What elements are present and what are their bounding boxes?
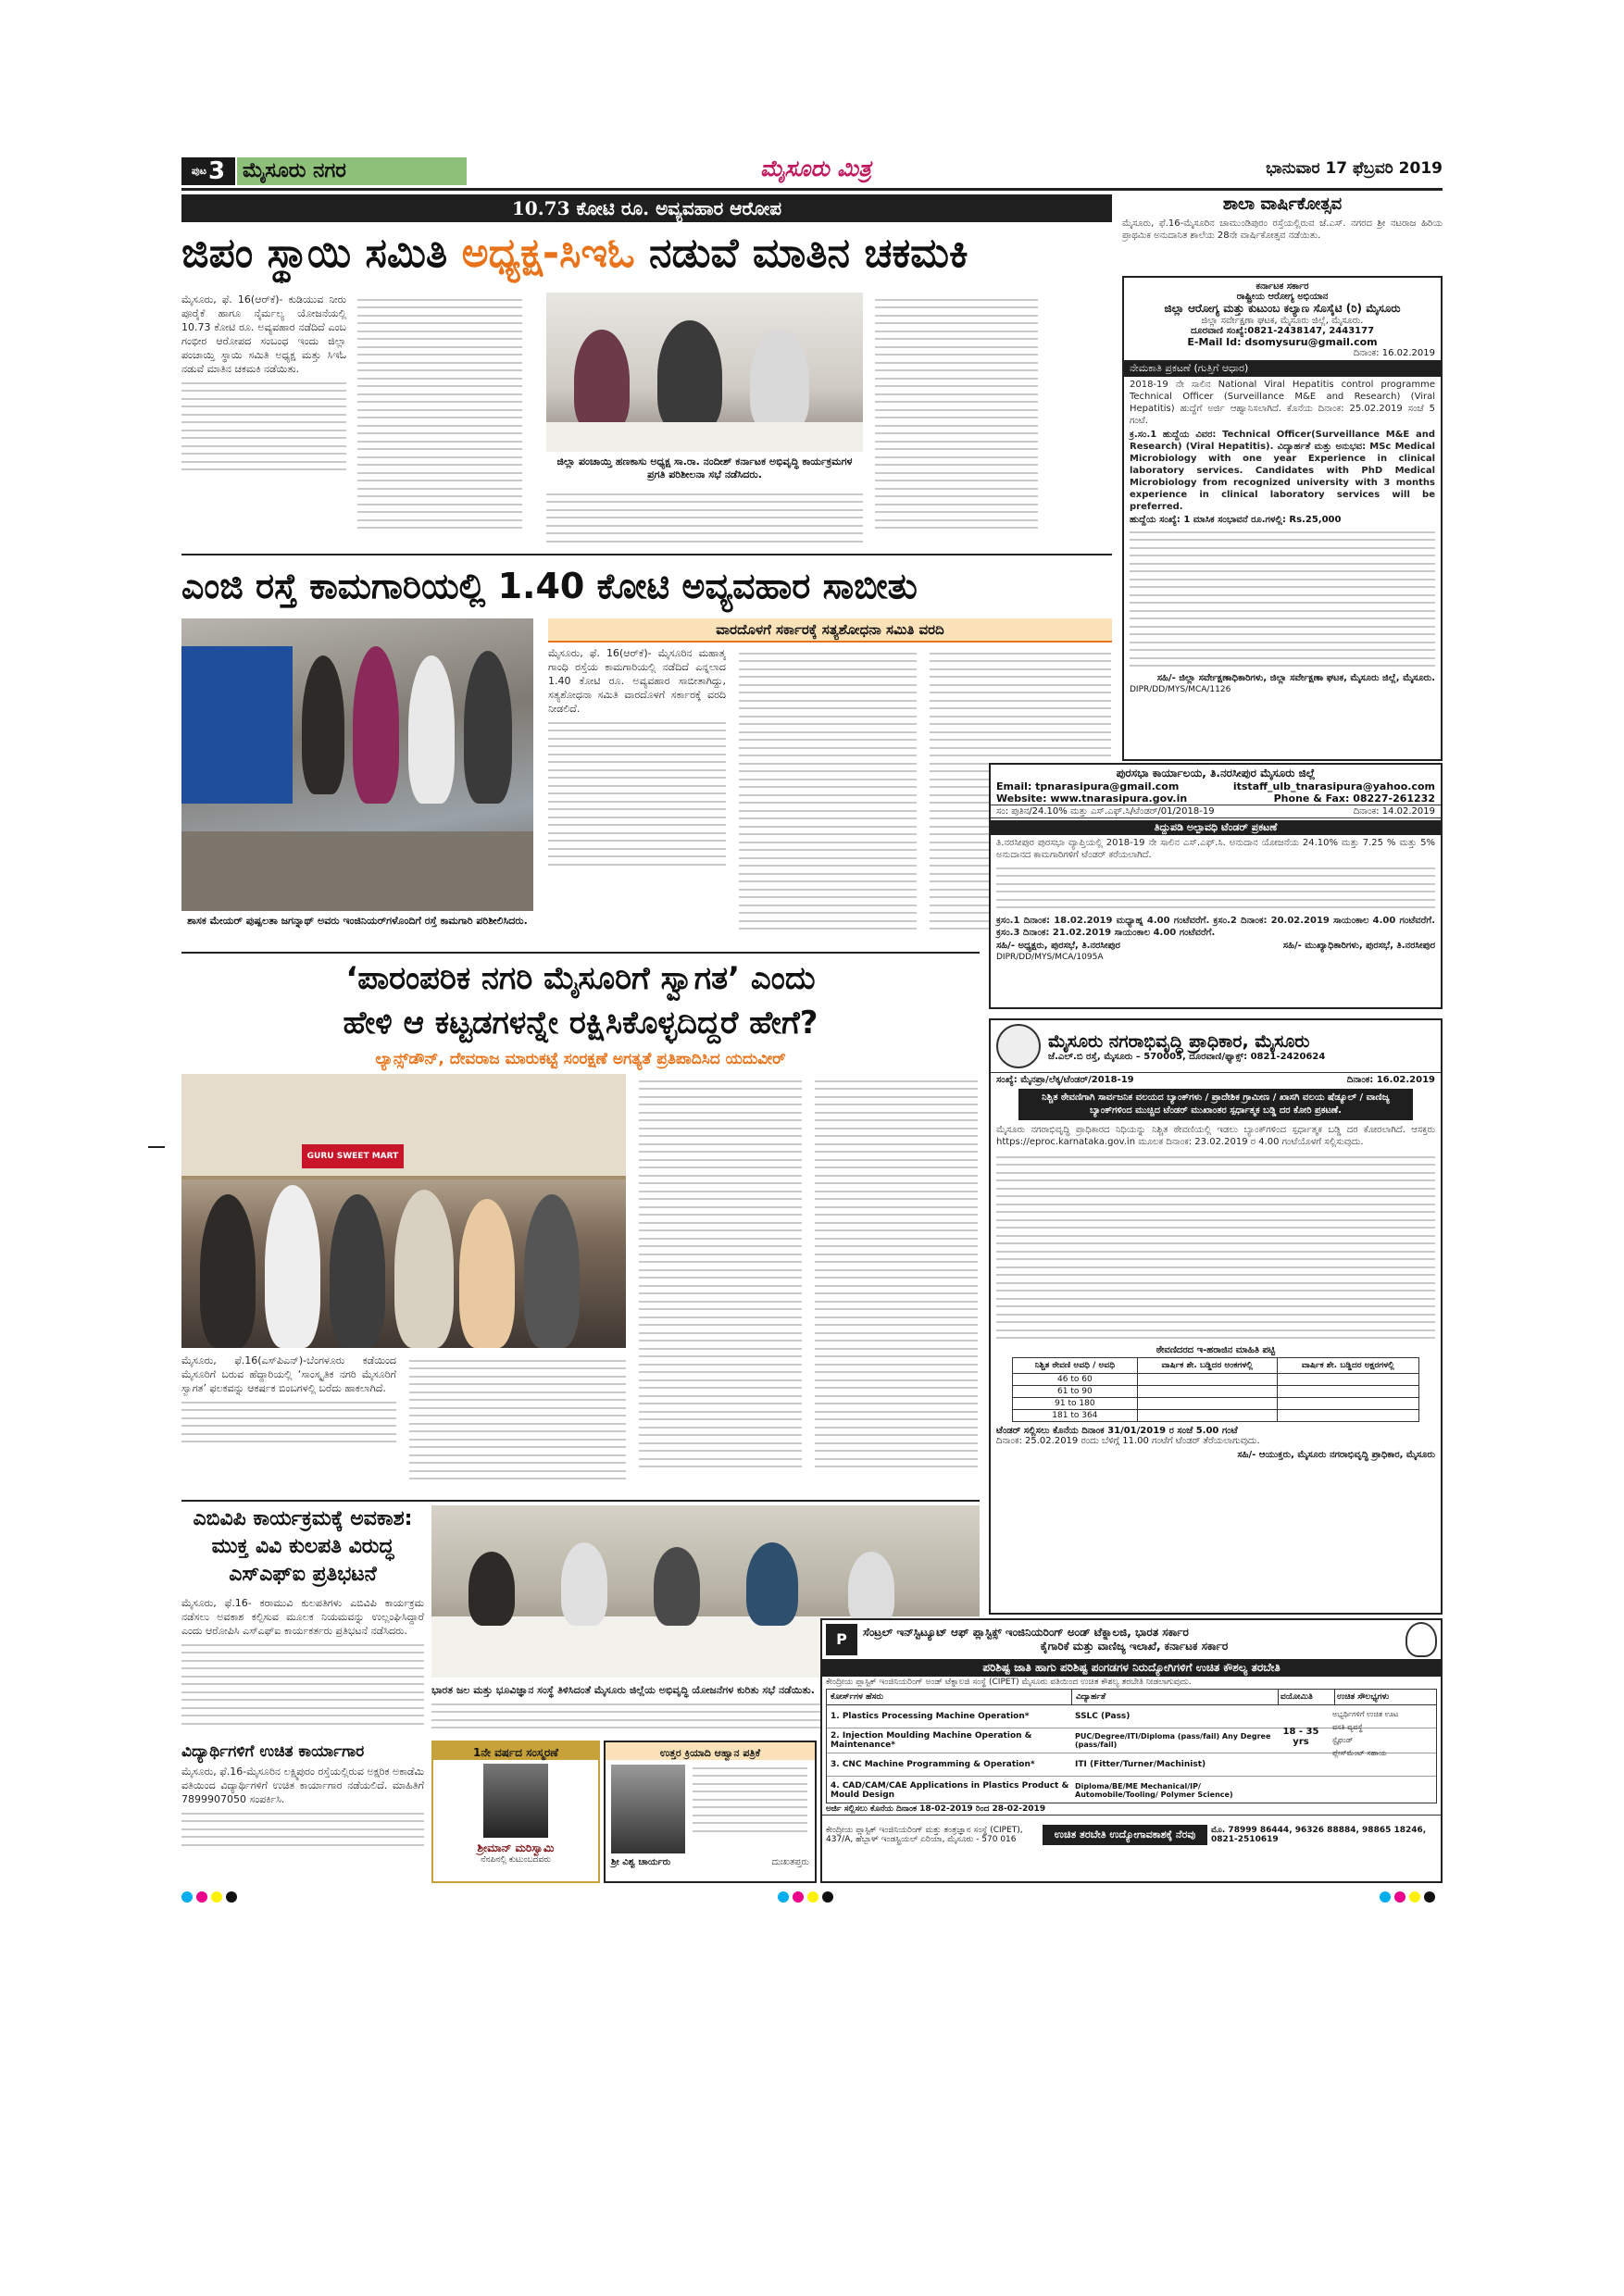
registration-dots-left — [181, 1889, 241, 1906]
notice-phone: ದೂರವಾಣಿ ಸಂಖ್ಯೆ:0821-2438147, 2443177 — [1190, 326, 1375, 336]
person-figure — [750, 330, 809, 431]
obituary-ad — [431, 1741, 600, 1883]
text-lines — [1124, 531, 1441, 668]
text-lines — [181, 1813, 424, 1846]
muda-office: ಮೈಸೂರು ನಗರಾಭಿವೃದ್ಧಿ ಪ್ರಾಧಿಕಾರ, ಮೈಸೂರು — [1048, 1030, 1310, 1052]
cipet-benefit: ಪ್ಲೇಸ್‌ಮೆಂಟ್ ಸಹಾಯ — [1332, 1749, 1387, 1757]
table-cell — [1137, 1385, 1277, 1397]
registration-dot — [196, 1891, 207, 1903]
karnataka-emblem-icon — [1405, 1622, 1437, 1657]
story3-column2 — [409, 1354, 626, 1492]
tender-sign-left: ಸಹಿ/- ಅಧ್ಯಕ್ಷರು, ಪುರಸಭೆ, ತಿ.ನರಸೀಪುರ — [996, 940, 1120, 951]
person-figure — [302, 655, 344, 794]
tender-sign-right: ಸಹಿ/- ಮುಖ್ಯಾಧಿಕಾರಿಗಳು, ಪುರಸಭೆ, ತಿ.ನರಸೀಪುರ — [1282, 940, 1435, 951]
shop-sign — [302, 1144, 404, 1168]
registration-dot — [1424, 1891, 1435, 1903]
registration-dots-right — [1380, 1889, 1439, 1906]
story2-headline: ಎಂಜಿ ರಸ್ತೆ ಕಾಮಗಾರಿಯಲ್ಲಿ 1.40 ಕೋಟಿ ಅವ್ಯವಹಾರ ಸಾಬೀತು — [181, 566, 918, 606]
person-figure — [464, 651, 512, 804]
notice-salary: ಹುದ್ದೆಯ ಸಂಖ್ಯೆ: 1 ಮಾಸಿಕ ಸಂಭಾವನೆ ರೂ.ಗಳಲ್ಲಿ: Rs.25,000 — [1130, 515, 1342, 525]
table-row — [1013, 1409, 1419, 1421]
person-figure — [524, 1194, 580, 1348]
tender-ref-row — [991, 805, 1441, 818]
story4-lead: ಮೈಸೂರು, ಫೆ.16- ಕರಾಮುವಿ ಕುಲಪತಿಗಳು ಎಬಿವಿಪಿ ಕಾರ್ಯಕ್ರಮ ನಡೆಸಲು ಅವಕಾಶ ಕಲ್ಪಿಸುವ ಮೂಲಕ ನಿಯಮವನ್ನು ಉಲ್ಲಂಘಿಸಿದ್ದಾರೆ ಎಂದು ಆರೋಪಿಸಿ ಎಸ್‌ಎಫ್‌ಐ ಕಾರ್ಯಕರ್ತರು ಪ್ರತಿಭಟನೆ ನಡೆಸಿದರು. — [181, 1597, 424, 1637]
page-number-badge — [181, 157, 235, 185]
health-recruitment-notice — [1122, 276, 1443, 761]
registration-dot — [1409, 1891, 1420, 1903]
person-figure — [330, 1194, 385, 1348]
tender-office: ಪುರಸಭಾ ಕಾರ್ಯಾಲಯ, ತಿ.ನರಸೀಪುರ ಮೈಸೂರು ಜಿಲ್ಲೆ — [1116, 767, 1316, 780]
registration-dot — [211, 1891, 222, 1903]
cipet-qual: ITI (Fitter/Turner/Machinist) — [1075, 1760, 1206, 1769]
notice-title-bar — [1124, 360, 1441, 377]
story2-photo — [181, 618, 533, 911]
muda-date: ದಿನಾಂಕ: 16.02.2019 — [1346, 1075, 1435, 1085]
cipet-footer-mid: ಉಚಿತ ತರಬೇತಿ ಉದ್ಯೋಗಾವಕಾಶಕ್ಕೆ ನೆರವು — [1043, 1825, 1207, 1845]
cipet-course: 4. CAD/CAM/CAE Applications in Plastics Product & Mould Design — [831, 1781, 1069, 1800]
text-lines — [991, 1156, 1441, 1340]
muda-title-bar — [1018, 1089, 1413, 1120]
muda-table-caption: ಠೇವಣಿದರದ ಇ-ಹರಾಜಿನ ಮಾಹಿತಿ ಪಟ್ಟಿ — [1156, 1344, 1276, 1355]
tender-ref: ಸಂ: ಪುತಿನ/24.10% ಮತ್ತು ಎಸ್.ಎಫ್.ಸಿ/ಟೆಂಡರ್/01/2018-19 — [996, 806, 1215, 817]
person-figure — [353, 646, 399, 804]
text-lines — [546, 493, 863, 547]
registration-dot — [822, 1891, 833, 1903]
tender-sign-row — [991, 939, 1441, 953]
muda-header — [991, 1020, 1441, 1073]
section-name: ಮೈಸೂರು ನಗರ — [243, 159, 346, 182]
muda-footer1: ಟೆಂಡರ್ ಸಲ್ಲಿಸಲು ಕೊನೆಯ ದಿನಾಂಕ 31/01/2019 ರ ಸಂಜೆ 5.00 ಗಂಟೆ — [996, 1425, 1238, 1436]
notice-email: E-Mail Id: dsomysuru@gmail.com — [1187, 336, 1378, 348]
table-cell — [1277, 1409, 1418, 1421]
shop-sign-text: GURU SWEET MART — [306, 1152, 399, 1161]
registration-dot — [778, 1891, 789, 1903]
text-lines — [639, 1080, 802, 1468]
story3-top-rule — [181, 952, 980, 954]
person-figure — [408, 655, 455, 804]
story3-photo — [181, 1074, 626, 1348]
tender-email: Email: tpnarasipura@gmail.com — [996, 780, 1180, 792]
cipet-col-header: ವಿದ್ಯಾರ್ಹತೆ — [1071, 1690, 1278, 1704]
registration-dots-center — [778, 1889, 837, 1906]
tender-title-bar — [991, 820, 1441, 835]
obituary-photo — [483, 1764, 548, 1838]
cipet-address: ಕೇಂದ್ರೀಯ ಪ್ಲಾಸ್ಟಿಕ್ ಇಂಜಿನಿಯರಿಂಗ್ ಮತ್ತು ತಂತ್ರಜ್ಞಾನ ಸಂಸ್ಥೆ (CIPET), 437/A, ಹೆಬ್ಬಾಳ್ ಇಂಡಸ್ಟ್ರಿಯಲ್ ಏರಿಯಾ, ಮೈಸೂರು - 570 016 — [826, 1826, 1023, 1844]
muda-ref-row — [991, 1073, 1441, 1087]
notice-header: ಕರ್ನಾಟಕ ಸರ್ಕಾರ — [1255, 281, 1309, 292]
cipet-benefit: ಅಭ್ಯರ್ಥಿಗಳಿಗೆ ಉಚಿತ ಊಟ — [1332, 1710, 1399, 1718]
story3-lead: ಮೈಸೂರು, ಫೆ.16(ಎಸ್‌ಪಿಎನ್)-ಬೆಂಗಳೂರು ಕಡೆಯಿಂದ ಮೈಸೂರಿಗೆ ಬರುವ ಹೆದ್ದಾರಿಯಲ್ಲಿ ‘ಸಾಂಸ್ಕೃತಿಕ ನಗರಿ ಮೈಸೂರಿಗೆ ಸ್ವಾಗತ’ ಫಲಕವನ್ನು ಆಕರ್ಷಕ ಬಿಂಬಗಳಲ್ಲಿ ಬರೆದು ಹಾಕಲಾಗಿದೆ. — [181, 1354, 396, 1394]
registration-dot — [226, 1891, 237, 1903]
ritual-family: ದುಃಖತಪ್ತರು — [771, 1857, 809, 1867]
cipet-dates: ಅರ್ಜಿ ಸಲ್ಲಿಸಲು ಕೊನೆಯ ದಿನಾಂಕ 18-02-2019 ರಿಂದ 28-02-2019 — [826, 1804, 1046, 1814]
text-lines — [181, 1402, 396, 1443]
story3-column1 — [181, 1354, 396, 1492]
building-facade — [181, 1074, 626, 1179]
text-lines — [991, 867, 1441, 909]
cipet-banner — [822, 1659, 1441, 1677]
table-cell — [1277, 1373, 1418, 1385]
cipet-course: 2. Injection Moulding Machine Operation & Maintenance* — [831, 1731, 1032, 1750]
person-figure — [848, 1552, 894, 1626]
muda-rate-table — [1012, 1357, 1419, 1422]
notice-address: ಜಿಲ್ಲಾ ಸರ್ವೇಕ್ಷಣಾ ಘಟಕ, ಮೈಸೂರು ಜಿಲ್ಲೆ, ಮೈಸೂರು. — [1201, 316, 1364, 326]
table-row — [1013, 1385, 1419, 1397]
tnarasipura-tender-notice — [989, 763, 1443, 1009]
table-edge — [546, 422, 863, 452]
story1-headline — [181, 226, 1112, 283]
table-row — [1013, 1397, 1419, 1409]
text-lines — [181, 1644, 424, 1725]
notice-title: ನೇಮಕಾತಿ ಪ್ರಕಟಣೆ (ಗುತ್ತಿಗೆ ಆಧಾರ) — [1130, 362, 1249, 374]
muda-emblem-icon — [996, 1024, 1041, 1068]
ritual-title: ಉತ್ತರ ಕ್ರಿಯಾದಿ ಆಹ್ವಾನ ಪತ್ರಿಕೆ — [659, 1747, 761, 1759]
muda-fd-tender-notice — [989, 1018, 1443, 1615]
story1-kicker-bar — [181, 194, 1112, 222]
story4-headline-line1: ಎಬಿವಿಪಿ ಕಾರ್ಯಕ್ರಮಕ್ಕೆ ಅವಕಾಶ: — [193, 1507, 413, 1530]
story1-column4 — [875, 293, 1038, 546]
section-banner — [237, 157, 467, 185]
notice-dept: ರಾಷ್ಟ್ರೀಯ ಆರೋಗ್ಯ ಅಭಿಯಾನ — [1236, 292, 1329, 302]
ritual-title-bar — [606, 1742, 815, 1760]
text-lines — [181, 382, 346, 471]
table-header: ವಾರ್ಷಿಕ ಶೇ. ಬಡ್ಡಿದರ ಅಕ್ಷರಗಳಲ್ಲಿ — [1277, 1357, 1418, 1373]
masthead-rule — [181, 188, 1443, 191]
table-cell — [1137, 1373, 1277, 1385]
cipet-benefit: ಸ್ಟೈಫಂಡ್ — [1332, 1736, 1354, 1744]
story4-body — [181, 1596, 424, 1735]
cipet-qual: PUC/Degree/ITI/Diploma (pass/fail) Any Degree (pass/fail) — [1075, 1732, 1271, 1749]
story3-column3 — [639, 1074, 802, 1492]
story2-column2 — [739, 646, 917, 948]
story3-column4 — [815, 1074, 978, 1492]
story1-lead: ಮೈಸೂರು, ಫೆ. 16(ಆರ್‌ಕೆ)- ಕುಡಿಯುವ ನೀರು ಪೂರೈಕೆ ಹಾಗೂ ನೈರ್ಮಲ್ಯ ಯೋಜನೆಯಲ್ಲಿ 10.73 ಕೋಟಿ ರೂ. ಅವ್ಯವಹಾರ ನಡೆದಿದೆ ಎಂಬ ಗಂಭೀರ ಆರೋಪದ ಸಂಬಂಧ ಇಂದು ಜಿಲ್ಲಾ ಪಂಚಾಯ್ತಿ ಸ್ಥಾಯಿ ಸಮಿತಿ ಅಧ್ಯಕ್ಷ ಮತ್ತು ಸಿಇಓ ನಡುವೆ ಮಾತಿನ ಚಕಮಕಿ ನಡೆಯಿತು. — [181, 293, 346, 375]
story4-headline-line3: ಎಸ್‌ಎಫ್‌ಐ ಪ್ರತಿಭಟನೆ — [229, 1563, 377, 1586]
obituary-family: ನೆನಪಿನಲ್ಲಿ ಕುಟುಂಬದವರು — [481, 1855, 551, 1865]
tender-dates: ಕ್ರಸಂ.1 ದಿನಾಂಕ: 18.02.2019 ಮಧ್ಯಾಹ್ನ 4.00 ಗಂಟೆವರೆಗೆ. ಕ್ರಸಂ.2 ದಿನಾಂಕ: 20.02.2019 ಸಾಯಂಕಾಲ 4.00 ಗಂಟೆವರೆಗೆ. ಕ್ರಸಂ.3 ದಿನಾಂಕ: 21.02.2019 ಸಾಯಂಕಾಲ 4.00 ಗಂಟೆವರೆಗೆ. — [996, 915, 1435, 938]
masthead — [181, 156, 1443, 187]
table-cell: 46 to 60 — [1013, 1373, 1138, 1385]
story4-top-rule — [181, 1500, 980, 1502]
tender-website: Website: www.tnarasipura.gov.in — [996, 792, 1188, 805]
story1-column3 — [546, 487, 863, 546]
notice-post: ಕ್ರ.ಸಂ.1 ಹುದ್ದೆಯ ವಿವರ: Technical Officer(Surveillance M&E and Research) (Viral Hepatitis). ವಿದ್ಯಾರ್ಹತೆ ಮತ್ತು ಅನುಭವ: MSc Medical Microbiology with one year Experience in clinical laboratory services. Candidates with PhD Medical Microbiology from recognized university with 3 months experience in clinical laboratory services will be preferred. — [1130, 430, 1435, 512]
person-figure — [746, 1542, 798, 1626]
tender-phone: Phone & Fax: 08227-261232 — [1273, 792, 1435, 805]
table-cell: 61 to 90 — [1013, 1385, 1138, 1397]
cipet-course: 1. Plastics Processing Machine Operation* — [831, 1712, 1030, 1721]
story1-headline-highlight: ಅಧ್ಯಕ್ಷ-ಸಿಇಓ — [461, 230, 635, 277]
tender-email2: itstaff_ulb_tnarasipura@yahoo.com — [1232, 780, 1435, 792]
muda-footer2: ದಿನಾಂಕ: 25.02.2019 ರಂದು ಬೆಳಿಗ್ಗೆ 11.00 ಗಂಟೆಗೆ ಟೆಂಡರ್ ತೆರೆಯಲಾಗುವುದು. — [996, 1435, 1260, 1446]
cipet-footer — [822, 1815, 1441, 1854]
cipet-col-header: ವಯೋಮಿತಿ — [1278, 1690, 1334, 1704]
story3-headline-line2: ಹೇಳಿ ಆ ಕಟ್ಟಡಗಳನ್ನೇ ರಕ್ಷಿಸಿಕೊಳ್ಳದಿದ್ದರೆ ಹೇಗೆ? — [343, 1004, 818, 1042]
person-figure — [468, 1552, 515, 1626]
text-lines — [693, 1761, 807, 1838]
story3-headline-line1: ‘ಪಾರಂಪರಿಕ ನಗರಿ ಮೈಸೂರಿಗೆ ಸ್ವಾಗತ’ ಎಂದು — [345, 960, 816, 997]
cipet-training-ad — [820, 1618, 1443, 1883]
school-event — [1122, 194, 1443, 272]
school-event-text: ಮೈಸೂರು, ಫೆ.16-ಮೈಸೂರಿನ ಚಾಮುಂಡಿಪುರಂ ರಸ್ತೆಯಲ್ಲಿರುವ ಜೆ.ಎಸ್. ನಗರದ ಶ್ರೀ ನಟರಾಜ ಹಿರಿಯ ಪ್ರಾಥಮಿಕ ಅನುದಾನಿತ ಶಾಲೆಯ 28ನೇ ವಾರ್ಷಿಕೋತ್ಸವ ನಡೆಯಿತು. — [1122, 218, 1443, 241]
cipet-col-header: ಉಚಿತ ಸೌಲಭ್ಯಗಳು — [1334, 1690, 1436, 1704]
registration-dot — [793, 1891, 804, 1903]
road — [181, 831, 533, 911]
page-label: ಪುಟ — [191, 165, 207, 177]
person-figure — [654, 1547, 700, 1626]
table-cell: 181 to 364 — [1013, 1409, 1138, 1421]
tender-title: ತಿದ್ದುಪಡಿ ಅಲ್ಪಾವಧಿ ಟೆಂಡರ್ ಪ್ರಕಟಣೆ — [1154, 821, 1278, 833]
cipet-course: 3. CNC Machine Programming & Operation* — [831, 1760, 1035, 1769]
text-lines — [409, 1360, 626, 1480]
notice-signature: ಸಹಿ/- ಜಿಲ್ಲಾ ಸರ್ವೇಕ್ಷಣಾಧಿಕಾರಿಗಳು, ಜಿಲ್ಲಾ ಸರ್ವೇಕ್ಷಣಾ ಘಟಕ, ಮೈಸೂರು ಜಿಲ್ಲೆ, ಮೈಸೂರು. — [1156, 672, 1435, 683]
person-figure — [394, 1190, 454, 1348]
muda-signature: ಸಹಿ/- ಆಯುಕ್ತರು, ಮೈಸೂರು ನಗರಾಭಿವೃದ್ಧಿ ಪ್ರಾಧಿಕಾರ, ಮೈಸೂರು — [1237, 1449, 1435, 1460]
person-figure — [657, 320, 722, 431]
story2-lead: ಮೈಸೂರು, ಫೆ. 16(ಆರ್‌ಕೆ)- ಮೈಸೂರಿನ ಮಹಾತ್ಮ ಗಾಂಧಿ ರಸ್ತೆಯ ಕಾಮಗಾರಿಯಲ್ಲಿ ನಡೆದಿದೆ ಎನ್ನಲಾದ 1.40 ಕೋಟಿ ರೂ. ಅವ್ಯವಹಾರ ಸಾಬೀತಾಗಿದ್ದು, ಸತ್ಯಶೋಧನಾ ಸಮಿತಿ ವಾರದೊಳಗೆ ಸರ್ಕಾರಕ್ಕೆ ವರದಿ ನೀಡಲಿದೆ. — [548, 647, 726, 715]
story2-top-rule — [181, 554, 1112, 555]
table-header: ನಿಶ್ಚಿತ ಠೇವಣಿ ಅವಧಿ / ಅವಧಿ — [1013, 1357, 1138, 1373]
person-figure — [459, 1199, 515, 1348]
notice-date: ದಿನಾಂಕ: 16.02.2019 — [1353, 348, 1435, 358]
story5-headline: ವಿದ್ಯಾರ್ಥಿಗಳಿಗೆ ಉಚಿತ ಕಾರ್ಯಾಗಾರ — [181, 1742, 365, 1761]
muda-address: ಜೆ.ಎಲ್.ಬಿ ರಸ್ತೆ, ಮೈಸೂರು – 570005, ದೂರವಾಣಿ/ಫ್ಯಾಕ್ಸ್: 0821-2420624 — [1048, 1051, 1326, 1062]
cipet-qual: SSLC (Pass) — [1075, 1712, 1131, 1721]
text-lines — [357, 299, 522, 530]
person-figure — [265, 1185, 320, 1348]
story3-subhead: ಲ್ಯಾನ್ಸ್‌ಡೌನ್, ದೇವರಾಜ ಮಾರುಕಟ್ಟೆ ಸಂರಕ್ಷಣೆ ಅಗತ್ಯತೆ ಪ್ರತಿಪಾದಿಸಿದ ಯದುವೀರ್ — [375, 1050, 786, 1068]
muda-body: ಮೈಸೂರು ನಗರಾಭಿವೃದ್ಧಿ ಪ್ರಾಧಿಕಾರದ ನಿಧಿಯನ್ನು ನಿಶ್ಚಿತ ಠೇವಣಿಯಲ್ಲಿ ಇಡಲು ಬ್ಯಾಂಕ್‌ಗಳಿಂದ ಸ್ಪರ್ಧಾತ್ಮಕ ಬಡ್ಡಿ ದರ ಕೋರಲಾಗಿದೆ. ಆಸಕ್ತರು https://eproc.karnataka.gov.in ಮೂಲಕ ದಿನಾಂಕ: 23.02.2019 ರ 4.00 ಗಂಟೆಯೊಳಗೆ ಸಲ್ಲಿಸುವುದು. — [996, 1125, 1435, 1147]
person-figure — [200, 1194, 256, 1348]
cipet-header — [822, 1620, 1441, 1659]
story2-subhead-bar — [548, 618, 1112, 643]
tender-body: ತಿ.ನರಸೀಪುರ ಪುರಸಭಾ ವ್ಯಾಪ್ತಿಯಲ್ಲಿ 2018-19 ನೇ ಸಾಲಿನ ಎಸ್.ಎಫ್.ಸಿ. ಅನುದಾನ ಯೋಜನೆಯ 24.10% ಮತ್ತು 7.25 % ಮತ್ತು 5% ಅನುದಾನದ ಕಾಮಗಾರಿಗಳಿಗೆ ಟೆಂಡರ್ ಕರೆಯಲಾಗಿದೆ. — [996, 838, 1435, 860]
cipet-logo-icon: P — [826, 1624, 857, 1655]
tender-contact-row1 — [991, 780, 1441, 792]
page-number: 3 — [208, 157, 226, 185]
cipet-intro: ಕೇಂದ್ರೀಯ ಪ್ಲಾಸ್ಟಿಕ್ ಇಂಜಿನಿಯರಿಂಗ್ ಅಂಡ್ ಟೆಕ್ನಾಲಜಿ ಸಂಸ್ಥೆ (CIPET) ಮೈಸೂರು ವತಿಯಿಂದ ಉಚಿತ ಕೌಶಲ್ಯ ತರಬೇತಿ ನೀಡಲಾಗುವುದು. — [826, 1678, 1192, 1687]
table-cell — [1137, 1409, 1277, 1421]
registration-dot — [807, 1891, 818, 1903]
cipet-name: ಸೆಂಟ್ರಲ್ ಇನ್‌ಸ್ಟಿಟ್ಯೂಟ್ ಆಫ್ ಪ್ಲಾಸ್ಟಿಕ್ಸ್ ಇಂಜಿನಿಯರಿಂಗ್ ಅಂಡ್ ಟೆಕ್ನಾಲಜಿ, ಭಾರತ ಸರ್ಕಾರ — [863, 1626, 1189, 1639]
table-cell — [1137, 1397, 1277, 1409]
cipet-banner-text: ಪರಿಶಿಷ್ಟ ಜಾತಿ ಹಾಗು ಪರಿಶಿಷ್ಟ ಪಂಗಡಗಳ ನಿರುದ್ಯೋಗಿಗಳಿಗೆ ಉಚಿತ ಕೌಶಲ್ಯ ತರಬೇತಿ — [982, 1661, 1280, 1674]
story1-kicker: 10.73 ಕೋಟಿ ರೂ. ಅವ್ಯವಹಾರ ಆರೋಪ — [511, 197, 782, 219]
tender-date: ದಿನಾಂಕ: 14.02.2019 — [1353, 806, 1435, 817]
person-figure — [574, 330, 630, 431]
story1-column1 — [181, 293, 346, 546]
cipet-header-row — [827, 1690, 1436, 1705]
cipet-qual: Diploma/BE/ME Mechanical/IP/ Automobile/Tooling/ Polymer Science) — [1075, 1782, 1233, 1799]
text-lines — [739, 653, 917, 930]
text-lines — [875, 299, 1038, 530]
notice-code: DIPR/DD/MYS/MCA/1126 — [1130, 684, 1231, 694]
registration-dot — [181, 1891, 193, 1903]
ritual-photo — [611, 1765, 685, 1853]
text-lines — [548, 722, 726, 866]
registration-dot — [1380, 1891, 1391, 1903]
story1-photo-caption: ಜಿಲ್ಲಾ ಪಂಚಾಯ್ತಿ ಹಣಕಾಸು ಅಧ್ಯಕ್ಷ ಸಾ.ರಾ. ನಂದೀಶ್ ಕರ್ನಾಟಕ ಅಭಿವೃದ್ಧಿ ಕಾರ್ಯಕ್ರಮಗಳ ಪ್ರಗತಿ ಪರಿಶೀಲನಾ ಸಭೆ ನಡೆಸಿದರು. — [556, 455, 853, 480]
obituary-title: 1ನೇ ವರ್ಷದ ಸಂಸ್ಮರಣೆ — [473, 1746, 558, 1759]
cipet-benefits — [1332, 1708, 1434, 1760]
muda-ref: ಸಂಖ್ಯೆ: ಮೈನಪ್ರಾ/ಲೆಕ್ಕ/ಟೆಂಡರ್/2018-19 — [996, 1075, 1134, 1085]
table-cell: 91 to 180 — [1013, 1397, 1138, 1409]
story4-headline-line2: ಮುಕ್ತ ವಿವಿ ಕುಲಪತಿ ವಿರುದ್ಧ — [211, 1535, 394, 1558]
margin-dash — [148, 1146, 165, 1148]
story2-photo-caption: ಶಾಸಕ ಮೇಯರ್ ಪುಷ್ಪಲತಾ ಜಗನ್ನಾಥ್ ಅವರು ಇಂಜಿನಿಯರ್‌ಗಳೊಂದಿಗೆ ರಸ್ತೆ ಕಾಮಗಾರಿ ಪರಿಶೀಲಿಸಿದರು. — [187, 915, 528, 927]
story5-body — [181, 1765, 424, 1878]
table-cell — [1277, 1397, 1418, 1409]
ritual-invitation-ad — [604, 1741, 817, 1883]
paper-name: ಮೈಸೂರು ಮಿತ್ರ — [760, 156, 871, 181]
table-header: ವಾರ್ಷಿಕ ಶೇ. ಬಡ್ಡಿದರ ಅಂಕಗಳಲ್ಲಿ — [1137, 1357, 1277, 1373]
story1-photo — [546, 293, 863, 452]
text-lines — [815, 1080, 978, 1468]
table-header-row — [1013, 1357, 1419, 1373]
registration-dot — [1394, 1891, 1405, 1903]
story1-headline-part2: ನಡುವೆ ಮಾತಿನ ಚಕಮಕಿ — [634, 230, 968, 277]
muda-title: ನಿಶ್ಚಿತ ಠೇವಣಿಗಾಗಿ ಸಾರ್ವಜನಿಕ ವಲಯದ ಬ್ಯಾಂಕ್‌ಗಳು / ಪ್ರಾದೇಶಿಕ ಗ್ರಾಮೀಣ / ಖಾಸಗಿ ವಲಯ ಷೆಡ್ಯೂಲ್ / ವಾಣಿಜ್ಯ ಬ್ಯಾಂಕ್‌ಗಳಿಂದ ಮುಚ್ಚಿದ ಟೆಂಡರ್ ಮುಖಾಂತರ ಸ್ಪರ್ಧಾತ್ಮಕ ಬಡ್ಡಿ ದರ ಕೋರಿ ಪ್ರಕಟಣೆ. — [1042, 1092, 1390, 1116]
story5-lead: ಮೈಸೂರು, ಫೆ.16-ಮೈಸೂರಿನ ಲಕ್ಷ್ಮಿಪುರಂ ರಸ್ತೆಯಲ್ಲಿರುವ ಅಕ್ಷರಿಕ ಅಕಾಡೆಮಿ ವತಿಯಿಂದ ವಿದ್ಯಾರ್ಥಿಗಳಿಗೆ ಉಚಿತ ಕಾರ್ಯಾಗಾರ ನಡೆಯಲಿದೆ. ಮಾಹಿತಿಗೆ 7899907050 ಸಂಪರ್ಕಿಸಿ. — [181, 1766, 424, 1805]
story2-subhead: ವಾರದೊಳಗೆ ಸರ್ಕಾರಕ್ಕೆ ಸತ್ಯಶೋಧನಾ ಸಮಿತಿ ವರದಿ — [716, 621, 944, 638]
cipet-contact: ಮೊ. 78999 86444, 96326 88884, 98865 18246, 0821-2510619 — [1211, 1826, 1427, 1844]
notice-office: ಜಿಲ್ಲಾ ಆರೋಗ್ಯ ಮತ್ತು ಕುಟುಂಬ ಕಲ್ಯಾಣ ಸೊಸೈಟಿ (ರಿ) ಮೈಸೂರು — [1164, 302, 1401, 315]
blue-vehicle — [181, 646, 293, 804]
story1-headline-part1: ಜಿಪಂ ಸ್ಥಾಯಿ ಸಮಿತಿ — [181, 230, 462, 277]
issue-date: ಭಾನುವಾರ 17 ಫೆಬ್ರವರಿ 2019 — [1266, 159, 1443, 178]
tender-code: DIPR/DD/MYS/MCA/1095A — [996, 952, 1104, 962]
notice-body: 2018-19 ನೇ ಸಾಲಿನ National Viral Hepatitis control programme Technical Officer (Surveillance M&E and Research) (Viral Hepatitis) ಹುದ್ದೆಗೆ ಅರ್ಜಿ ಆಹ್ವಾನಿಸಲಾಗಿದೆ. ಕೊನೆಯ ದಿನಾಂಕ: 25.02.2019 ಸಂಜೆ 5 ಗಂಟೆ. — [1130, 380, 1435, 426]
cipet-age: 18 - 35 yrs — [1282, 1727, 1319, 1747]
story4-photo-caption: ಭಾರತ ಜಲ ಮತ್ತು ಭೂವಿಜ್ಞಾನ ಸಂಸ್ಥೆ ತಿಳಿಸಿದಂತೆ ಮೈಸೂರು ಜಿಲ್ಲೆಯ ಅಭಿವೃದ್ಧಿ ಯೋಜನೆಗಳ ಕುರಿತು ಸಭೆ ನಡೆಯಿತು. — [431, 1684, 815, 1696]
obituary-name: ಶ್ರೀಮಾನ್ ಮರಿಸ್ವಾಮಿ — [477, 1841, 555, 1854]
table-cell — [1277, 1385, 1418, 1397]
school-event-title: ಶಾಲಾ ವಾರ್ಷಿಕೋತ್ಸವ — [1222, 194, 1343, 214]
cipet-course-row — [827, 1777, 1436, 1804]
cipet-ministry: ಕೈಗಾರಿಕೆ ಮತ್ತು ವಾಣಿಜ್ಯ ಇಲಾಖೆ, ಕರ್ನಾಟಕ ಸರ್ಕಾರ — [1040, 1640, 1229, 1653]
story2-column1 — [548, 646, 726, 948]
story4-headline — [181, 1505, 424, 1589]
story1-column2 — [357, 293, 522, 546]
obituary-title-bar — [433, 1742, 598, 1760]
tender-contact-row2 — [991, 792, 1441, 805]
cipet-table — [826, 1689, 1437, 1803]
table-row — [1013, 1373, 1419, 1385]
cipet-benefit: ವಸತಿ ವ್ಯವಸ್ಥೆ — [1332, 1723, 1363, 1731]
cipet-col-header: ಕೋರ್ಸ್‌ಗಳ ಹೆಸರು — [831, 1692, 883, 1702]
person-figure — [561, 1542, 607, 1626]
ritual-name: ಶ್ರೀ ವಿಶ್ವ ಚಾರ್ಯರು — [611, 1857, 671, 1867]
